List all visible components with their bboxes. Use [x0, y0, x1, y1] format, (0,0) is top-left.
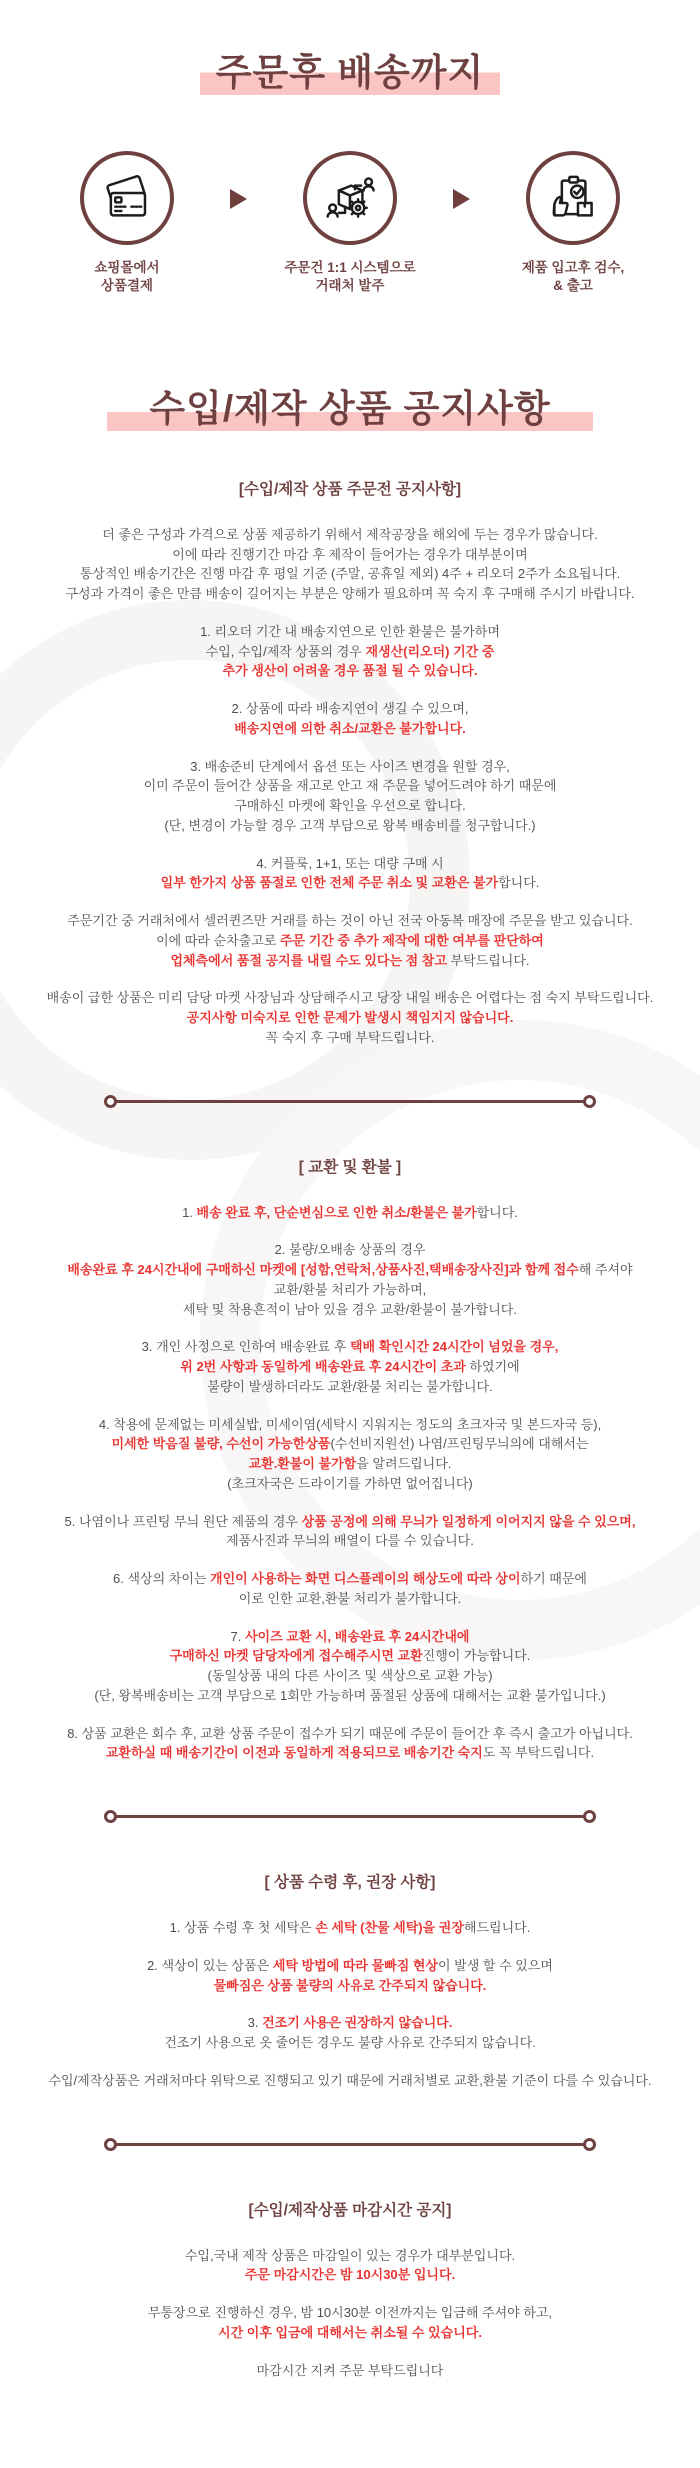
notice-paragraph: 5. 나염이나 프린팅 무늬 원단 제품의 경우 상품 공정에 의해 무늬가 일정하게 이어지지 않을 수 있으며, 제품사진과 무늬의 배열이 다를 수 있습니다.	[64, 1513, 636, 1549]
step-label-line: 상품결제	[100, 278, 154, 294]
step-label	[265, 259, 435, 297]
notice-paragraph: 1. 상품 수령 후 첫 세탁은 손 세탁 (찬물 세탁)을 권장해드립니다.	[169, 1920, 531, 1936]
section-header: [수입/제작상품 마감시간 공지]	[248, 2201, 452, 2219]
order-flow	[30, 151, 670, 297]
notice-paragraph: 1. 배송 완료 후, 단순변심으로 인한 취소/환불은 불가합니다.	[182, 1204, 518, 1220]
step-label-line: 거래처 발주	[315, 278, 385, 294]
section-deadline-notice	[30, 2198, 670, 2381]
section-body	[30, 1203, 670, 1764]
notice-paragraph: 6. 색상의 차이는 개인이 사용하는 화면 디스플레이의 해상도에 따라 상이하기 때문에 이로 인한 교환,환불 처리가 불가합니다.	[113, 1571, 587, 1606]
notice-paragraph: 8. 상품 교환은 회수 후, 교환 상품 주문이 접수가 되기 때문에 주문이 들어간 후 즉시 출고가 아닙니다. 교환하실 때 배송기간이 이전과 동일하게 적용되므로 배송기간 숙지도 꼭 부탁드립니다.	[67, 1725, 633, 1761]
notice-paragraph: 수입/제작상품은 거래처마다 위탁으로 진행되고 있기 때문에 거래처별로 교환,환불 기준이 다를 수 있습니다.	[48, 2072, 652, 2088]
section-exchange-refund	[30, 1155, 670, 1764]
section-body	[30, 2246, 670, 2381]
arrow-right-icon	[230, 189, 247, 209]
section-divider	[116, 2143, 584, 2146]
notice-paragraph: 4. 커플룩, 1+1, 또는 대량 구매 시 일부 한가지 상품 품절로 인한 전체 주문 취소 및 교환은 불가합니다.	[160, 855, 540, 891]
notice-paragraph: 2. 색상이 있는 상품은 세탁 방법에 따라 물빠짐 현상이 발생 할 수 있으며 물빠짐은 상품 불량의 사유로 간주되지 않습니다.	[147, 1957, 553, 1993]
notice-title	[30, 388, 670, 431]
notice-paragraph: 주문기간 중 거래처에서 셀러퀸즈만 거래를 하는 것이 아닌 전국 아동복 매장에 주문을 받고 있습니다. 이에 따라 순차출고로 주문 기간 중 추가 제작에 대한 여부를 판단하여 업체측에서 품절 공지를 내릴 수도 있다는 점 참고 부탁드립니다.	[67, 913, 633, 968]
flow-step-order-system	[265, 151, 435, 297]
notice-paragraph: 수입,국내 제작 상품은 마감일이 있는 경우가 대부분입니다. 주문 마감시간은 밤 10시30분 입니다.	[184, 2247, 516, 2283]
notice-paragraph: 2. 상품에 따라 배송지연이 생길 수 있으며, 배송지연에 의한 취소/교환은 불가합니다.	[231, 701, 469, 736]
section-header: [ 교환 및 환불 ]	[298, 1158, 402, 1176]
step-label-line: 주문건 1:1 시스템으로	[284, 259, 416, 275]
section-divider	[116, 1100, 584, 1103]
step-label	[42, 259, 212, 297]
notice-paragraph: 더 좋은 구성과 가격으로 상품 제공하기 위해서 제작공장을 해외에 두는 경우가 많습니다. 이에 따라 진행기간 마감 후 제작이 들어가는 경우가 대부분이며 통상적인 배송기간은 진행 마감 후 평일 기준 (주말, 공휴일 제외) 4주 + 리오더 2주가 소요됩니다. 구성과 가격이 좋은 만큼 배송이 길어지는 부분은 양해가 필요하며 꼭 숙지 후 구매해 주시기 바랍니다.	[65, 526, 635, 602]
flow-step-payment	[42, 151, 212, 297]
section-body	[30, 1918, 670, 2091]
flow-step-inspection	[488, 151, 658, 297]
step-label	[488, 259, 658, 297]
flow-title	[30, 52, 670, 95]
section-body	[30, 525, 670, 1048]
section-header: [수입/제작 상품 주문전 공지사항]	[238, 480, 462, 498]
flow-title-text: 주문후 배송까지	[200, 52, 500, 95]
step-circle	[526, 151, 620, 245]
order-system-icon	[319, 167, 381, 229]
notice-paragraph: 배송이 급한 상품은 미리 담당 마켓 사장님과 상담해주시고 당장 내일 배송은 어렵다는 점 숙지 부탁드립니다. 공지사항 미숙지로 인한 문제가 발생시 책임지지 않습니다. 꼭 숙지 후 구매 부탁드립니다.	[46, 990, 654, 1045]
step-label-line: 제품 입고후 검수,	[521, 259, 625, 275]
notice-paragraph: 7. 사이즈 교환 시, 배송완료 후 24시간내에 구매하신 마켓 담당자에게 접수해주시면 교환진행이 가능합니다. (동일상품 내의 다른 사이즈 및 색상으로 교환 가능) (단, 왕복배송비는 고객 부담으로 1회만 가능하며 품절된 상품에 대해서는 교환 불가입니다.)	[94, 1628, 606, 1703]
step-circle	[303, 151, 397, 245]
notice-paragraph: 마감시간 지켜 주문 부탁드립니다	[256, 2362, 444, 2378]
notice-title-text: 수입/제작 상품 공지사항	[107, 388, 592, 431]
credit-card-icon	[96, 167, 158, 229]
notice-paragraph: 4. 착용에 문제없는 미세실밥, 미세이염(세탁시 지워지는 정도의 초크자국 및 본드자국 등), 미세한 박음질 불량, 수선이 가능한상품(수선비지원선) 나염/프린팅무늬의에 대해서는 교환.환불이 불가함을 알려드립니다. (초크자국은 드라이기를 가하면 없어집니다)	[98, 1416, 602, 1491]
inspection-shipping-icon	[542, 167, 604, 229]
step-circle	[80, 151, 174, 245]
notice-paragraph: 3. 배송준비 단계에서 옵션 또는 사이즈 변경을 원할 경우, 이미 주문이 들어간 상품을 재고로 안고 재 주문을 넣어드려야 하기 때문에 구매하신 마켓에 확인을 우선으로 합니다. (단, 변경이 가능할 경우 고객 부담으로 왕복 배송비를 청구합니다.)	[143, 758, 557, 833]
notice-paragraph: 무통장으로 진행하신 경우, 밤 10시30분 이전까지는 입금해 주셔야 하고, 시간 이후 입금에 대해서는 취소될 수 있습니다.	[147, 2305, 553, 2340]
section-header: [ 상품 수령 후, 권장 사항]	[264, 1874, 436, 1892]
notice-paragraph: 2. 불량/오배송 상품의 경우 배송완료 후 24시간내에 구매하신 마켓에 [성함,연락처,상품사진,택배송장사진]과 함께 접수해 주셔야 교환/환불 처리가 가능하며, 세탁 및 착용흔적이 남아 있을 경우 교환/환불이 불가합니다.	[67, 1242, 633, 1317]
section-after-receipt	[30, 1870, 670, 2091]
notice-paragraph: 1. 리오더 기간 내 배송지연으로 인한 환불은 불가하며 수입, 수입/제작 상품의 경우 재생산(리오더) 기간 중 추가 생산이 어려울 경우 품절 될 수 있습니다.	[200, 623, 500, 679]
step-label-line: & 출고	[553, 278, 593, 294]
notice-paragraph: 3. 개인 사정으로 인하여 배송완료 후 택배 확인시간 24시간이 넘었을 경우, 위 2번 사항과 동일하게 배송완료 후 24시간이 초과 하였기에 불량이 발생하더라도 교환/환불 처리는 불가합니다.	[141, 1339, 559, 1394]
step-label-line: 쇼핑몰에서	[94, 259, 160, 275]
section-preorder-notice	[30, 477, 670, 1048]
arrow-right-icon	[453, 189, 470, 209]
section-divider	[116, 1815, 584, 1818]
notice-paragraph: 3. 건조기 사용은 권장하지 않습니다. 건조기 사용으로 옷 줄어든 경우도 불량 사유로 간주되지 않습니다.	[164, 2015, 536, 2051]
